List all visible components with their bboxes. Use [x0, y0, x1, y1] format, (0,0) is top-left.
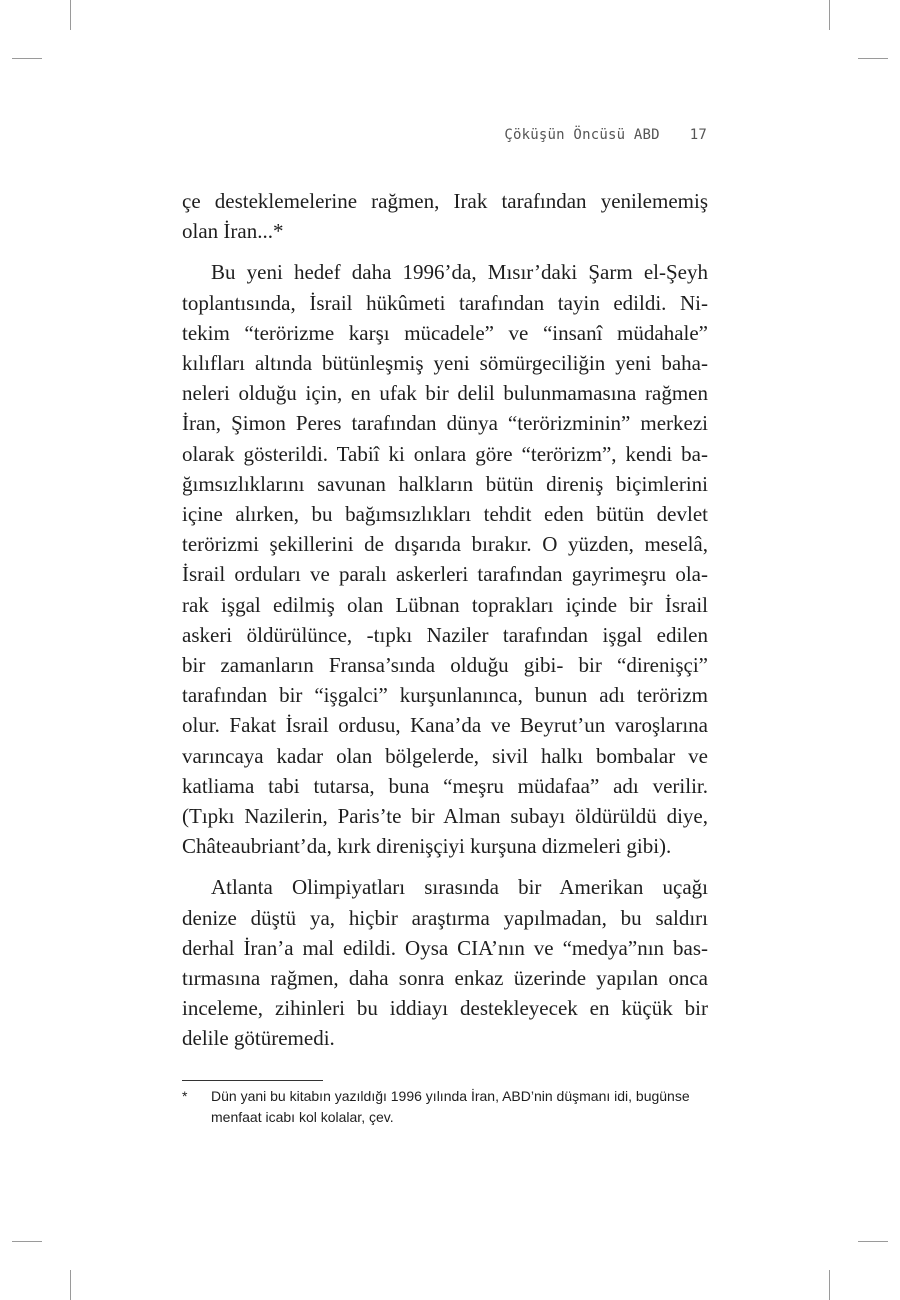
- crop-mark-right-bottom: [858, 1241, 888, 1242]
- text-line: Bu yeni hedef daha 1996’da, Mısır’daki Şarm el-Şeyh: [211, 260, 708, 285]
- running-title: Çöküşün Öncüsü ABD: [504, 127, 660, 143]
- text-line: olarak gösterildi. Tabiî ki onlara göre “terörizm”, kendi ba-: [182, 441, 708, 466]
- text-line: tekim “terörizme karşı mücadele” ve “insanî müdahale”: [182, 320, 708, 345]
- text-line: (Tıpkı Nazilerin, Paris’te bir Alman subayı öldürüldü diye,: [182, 804, 708, 829]
- page-number: 17: [689, 127, 707, 143]
- text-line: askeri öldürülünce, -tıpkı Naziler tarafından işgal edilen: [182, 622, 708, 647]
- footnote-mark: *: [182, 1088, 188, 1104]
- text-line: inceleme, zihinleri bu iddiayı destekleyecek en küçük bir: [182, 996, 708, 1021]
- text-line: delile götüremedi.: [182, 1026, 335, 1051]
- text-line: terörizmi şekillerini de dışarıda bırakır. O yüzden, meselâ,: [182, 532, 708, 557]
- footnote-text: [211, 1086, 722, 1128]
- text-line: rak işgal edilmiş olan Lübnan toprakları içinde bir İsrail: [182, 592, 708, 617]
- footnote-line: Dün yani bu kitabın yazıldığı 1996 yılında İran, ABD’nin düşmanı idi, bugünse: [211, 1088, 690, 1104]
- text-line: tırmasına rağmen, daha sonra enkaz üzerinde yapılan onca: [182, 966, 708, 991]
- text-line: bir zamanların Fransa’sında olduğu gibi- bir “direnişçi”: [182, 653, 708, 678]
- crop-mark-bottom-right: [829, 1270, 830, 1300]
- text-line: Atlanta Olimpiyatları sırasında bir Amerikan uçağı: [211, 875, 708, 900]
- crop-mark-top-left: [70, 0, 71, 30]
- body-text: [182, 186, 708, 1054]
- text-line: ğımsızlıklarını savunan halkların bütün direniş biçimlerini: [182, 471, 708, 496]
- crop-mark-bottom-left: [70, 1270, 71, 1300]
- crop-mark-top-right: [829, 0, 830, 30]
- text-line: İran, Şimon Peres tarafından dünya “terörizminin” merkezi: [182, 411, 708, 436]
- text-line: denize düştü ya, hiçbir araştırma yapılmadan, bu saldırı: [182, 905, 708, 930]
- text-line: toplantısında, İsrail hükûmeti tarafından tayin edildi. Ni-: [182, 290, 708, 315]
- text-line: İsrail orduları ve paralı askerleri tarafından gayrimeşru ola-: [182, 562, 708, 587]
- paragraph: [182, 186, 708, 246]
- footnote-rule: [182, 1080, 323, 1081]
- crop-mark-left-top: [12, 58, 42, 59]
- text-line: varıncaya kadar olan bölgelerde, sivil halkı bombalar ve: [182, 743, 708, 768]
- text-line: tarafından bir “işgalci” kurşunlanınca, bunun adı terörizm: [182, 683, 708, 708]
- running-head: [504, 127, 707, 143]
- footnote-line: menfaat icabı kol kolalar, çev.: [211, 1109, 394, 1125]
- paragraph: [182, 257, 708, 861]
- text-line: neleri olduğu için, en ufak bir delil bulunmamasına rağmen: [182, 381, 708, 406]
- paragraph: [182, 872, 708, 1053]
- crop-mark-left-bottom: [12, 1241, 42, 1242]
- text-line: içine alırken, bu bağımsızlıkları tehdit eden bütün devlet: [182, 502, 708, 527]
- crop-mark-right-top: [858, 58, 888, 59]
- text-line: kılıfları altında bütünleşmiş yeni sömürgeciliğin yeni baha-: [182, 351, 708, 376]
- text-line: derhal İran’a mal edildi. Oysa CIA’nın ve “medya”nın bas-: [182, 935, 708, 960]
- text-line: olan İran...*: [182, 219, 284, 244]
- text-line: Châteaubriant’da, kırk direnişçiyi kurşuna dizmeleri gibi).: [182, 834, 672, 859]
- text-line: katliama tabi tutarsa, buna “meşru müdafaa” adı verilir.: [182, 773, 708, 798]
- text-line: olur. Fakat İsrail ordusu, Kana’da ve Beyrut’un varoşlarına: [182, 713, 708, 738]
- text-line: çe desteklemelerine rağmen, Irak tarafından yenilememiş: [182, 189, 708, 213]
- footnote: [182, 1086, 722, 1128]
